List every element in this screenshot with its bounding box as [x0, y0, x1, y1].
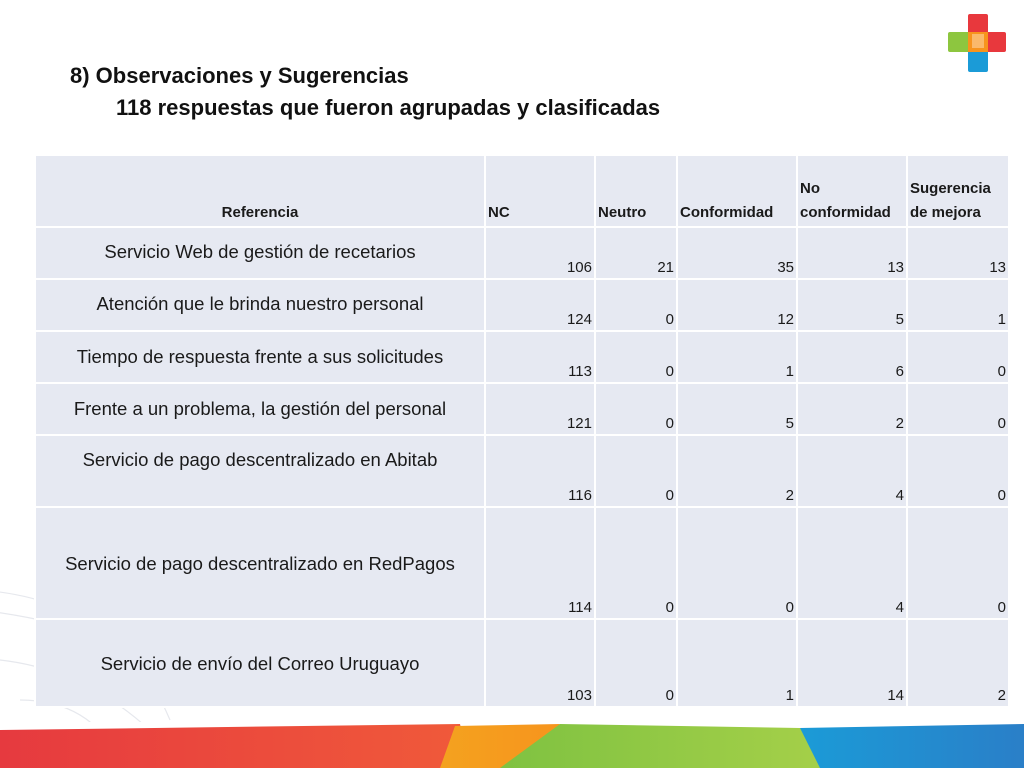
row-neutro: 0	[595, 383, 677, 435]
row-no-conformidad: 13	[797, 227, 907, 279]
row-sugerencia: 2	[907, 619, 1009, 707]
row-nc: 121	[485, 383, 595, 435]
header-sugerencia-line-1: Sugerencia	[910, 180, 991, 197]
row-no-conformidad: 4	[797, 435, 907, 507]
row-ref-cell	[35, 279, 485, 331]
row-no-conformidad: 2	[797, 383, 907, 435]
row-no-conformidad: 4	[797, 507, 907, 619]
header-no-conformidad	[797, 155, 907, 227]
row-neutro: 0	[595, 435, 677, 507]
table-row	[35, 227, 1009, 279]
row-nc: 116	[485, 435, 595, 507]
row-ref-text: Servicio Web de gestión de recetarios	[104, 241, 416, 262]
row-nc: 124	[485, 279, 595, 331]
row-nc: 106	[485, 227, 595, 279]
row-ref-text: Atención que le brinda nuestro personal	[96, 293, 424, 314]
row-ref-cell	[35, 227, 485, 279]
row-ref-cell	[35, 435, 485, 507]
row-neutro: 0	[595, 507, 677, 619]
row-ref-text: Servicio de pago descentralizado en RedPagos	[65, 553, 455, 574]
row-sugerencia: 0	[907, 507, 1009, 619]
row-ref-cell	[35, 507, 485, 619]
row-conformidad: 1	[677, 619, 797, 707]
row-no-conformidad: 6	[797, 331, 907, 383]
header-referencia: Referencia	[35, 155, 485, 227]
row-conformidad: 1	[677, 331, 797, 383]
table-row	[35, 507, 1009, 619]
row-ref-text: Servicio de pago descentralizado en Abitab	[82, 449, 438, 470]
header-sugerencia-line-2: de mejora	[910, 204, 981, 221]
row-ref-cell	[35, 619, 485, 707]
slide-title	[70, 60, 660, 124]
row-no-conformidad: 5	[797, 279, 907, 331]
row-ref-text: Servicio de envío del Correo Uruguayo	[100, 653, 420, 674]
cross-logo-icon	[946, 12, 1008, 74]
slide-title-line-1: 8) Observaciones y Sugerencias	[70, 63, 409, 88]
row-conformidad: 2	[677, 435, 797, 507]
row-sugerencia: 0	[907, 383, 1009, 435]
row-neutro: 0	[595, 619, 677, 707]
row-no-conformidad: 14	[797, 619, 907, 707]
row-conformidad: 5	[677, 383, 797, 435]
row-sugerencia: 0	[907, 435, 1009, 507]
row-nc: 113	[485, 331, 595, 383]
header-nc: NC	[485, 155, 595, 227]
bottom-color-band	[0, 722, 1024, 768]
row-ref-text: Tiempo de respuesta frente a sus solicitudes	[76, 346, 444, 367]
header-no-conformidad-line-2: conformidad	[800, 204, 891, 221]
slide-title-line-2: 118 respuestas que fueron agrupadas y clasificadas	[116, 95, 661, 120]
row-neutro: 0	[595, 331, 677, 383]
header-sugerencia	[907, 155, 1009, 227]
row-neutro: 0	[595, 279, 677, 331]
header-conformidad: Conformidad	[677, 155, 797, 227]
row-ref-cell	[35, 383, 485, 435]
table-row	[35, 279, 1009, 331]
row-ref-text: Frente a un problema, la gestión del personal	[73, 398, 447, 419]
row-sugerencia: 1	[907, 279, 1009, 331]
row-nc: 114	[485, 507, 595, 619]
survey-results-table	[34, 154, 1010, 708]
table-row	[35, 619, 1009, 707]
table-row	[35, 435, 1009, 507]
header-no-conformidad-line-1: No	[800, 180, 820, 197]
row-conformidad: 0	[677, 507, 797, 619]
table-row	[35, 331, 1009, 383]
row-ref-cell	[35, 331, 485, 383]
row-sugerencia: 0	[907, 331, 1009, 383]
row-nc: 103	[485, 619, 595, 707]
row-neutro: 21	[595, 227, 677, 279]
header-neutro: Neutro	[595, 155, 677, 227]
row-sugerencia: 13	[907, 227, 1009, 279]
row-conformidad: 35	[677, 227, 797, 279]
table-header-row	[35, 155, 1009, 227]
table-row	[35, 383, 1009, 435]
row-conformidad: 12	[677, 279, 797, 331]
